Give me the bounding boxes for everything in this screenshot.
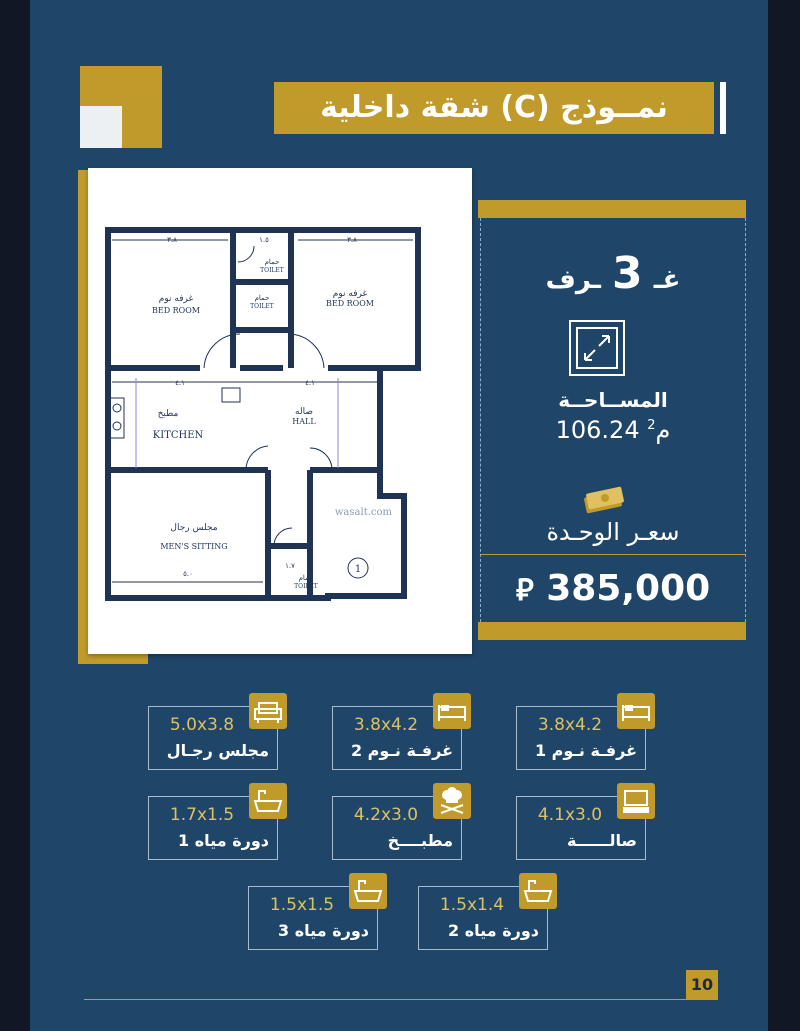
info-top-bar [478,200,746,218]
floor-plan-drawing [88,168,472,654]
watermark: wasalt.com [334,507,392,518]
unit-info-panel [480,218,746,622]
sitting-label-en: MEN'S SITTING [160,542,228,551]
room-dimension: 3.8x4.2 [537,715,603,735]
bed-icon [433,693,471,729]
sofa-icon [249,693,287,729]
decor-white-square [80,106,122,148]
room-name: غرفـة نـوم 2 [350,741,453,760]
toilet1-label-en: TOILET [260,267,284,274]
plan-marker-number: 1 [354,564,362,575]
toilet2-label-ar: حمام [254,294,270,302]
dim-label: ٥.٠ [183,570,193,578]
kitchen-label-en: KITCHEN [152,430,204,441]
area-unit-sup: 2 [647,418,656,433]
dim-label: ٤.١ [175,379,185,387]
rooms-count [481,248,745,298]
toilet2-label-en: TOILET [250,303,274,310]
dim-label: ٤.١ [305,379,315,387]
room-dimension: 5.0x3.8 [169,715,235,735]
title-banner [274,82,714,134]
tv-icon [617,783,655,819]
bed-icon [617,693,655,729]
room-card-bedroom-1 [516,706,646,770]
price-value: 385,000 [546,568,711,609]
toilet3-label-ar: حمام [298,574,314,582]
room-card-bathroom-3 [248,886,378,950]
room-dimension: 4.2x3.0 [353,805,419,825]
price-line [481,568,745,609]
footer-line [84,999,686,1000]
page-title: نمــوذج (C) شقة داخلية [320,90,668,125]
sitting-label-ar: مجلس رجال [170,523,218,533]
room-card-bedroom-2 [332,706,462,770]
plan-gold-stripe-bottom [78,654,148,664]
price-divider [481,554,745,555]
room-card-kitchen [332,796,462,860]
bathtub-icon [519,873,557,909]
room-card-mens-sitting [148,706,278,770]
bed1-label-ar: غرفه نوم [158,294,194,304]
plan-gold-stripe [78,170,88,664]
area-icon [569,320,625,376]
hall-label-en: HALL [292,417,316,426]
toilet3-label-en: TOILET [294,583,318,590]
bed2-label-en: BED ROOM [325,299,375,308]
bathtub-icon [349,873,387,909]
area-unit: م [655,416,671,444]
dim-label: ٣.٨ [347,236,357,244]
rooms-number: 3 [611,248,643,299]
hall-label-ar: صاله [295,407,313,417]
room-dimension: 1.5x1.4 [439,895,505,915]
room-dimension: 1.5x1.5 [269,895,335,915]
rooms-prefix: غـ [653,265,681,295]
money-icon [581,480,627,516]
room-name: مجلس رجـال [166,741,269,760]
area-label: المســاحــة [558,388,668,412]
area-value-line [481,416,745,444]
left-page-edge [0,0,30,1031]
dim-label: ١.٥ [259,236,269,244]
room-card-bathroom-1 [148,796,278,860]
room-name: دورة مياه 1 [178,831,269,850]
room-name: مطبــــخ [387,831,453,850]
bathtub-icon [249,783,287,819]
rooms-suffix: ـرف [545,265,601,295]
room-dimension: 4.1x3.0 [537,805,603,825]
page-number: 10 [686,970,718,1000]
room-dimension: 1.7x1.5 [169,805,235,825]
room-name: غرفـة نـوم 1 [534,741,637,760]
brochure-page [30,0,768,1031]
room-name: دورة مياه 2 [448,921,539,940]
dim-label: ٣.٨ [167,236,177,244]
dim-label: ١.٧ [285,562,295,570]
room-card-hall [516,796,646,860]
riyal-icon: ⃁ [515,573,534,608]
right-page-edge [768,0,800,1031]
kitchen-label-ar: مطبخ [157,409,179,419]
bed1-label-en: BED ROOM [151,306,201,315]
info-bottom-bar [478,622,746,640]
toilet1-label-ar: حمام [264,258,280,266]
price-label: سعـر الوحـدة [546,518,680,546]
floor-plan [88,168,472,654]
area-value: 106.24 [555,416,640,444]
room-dimension: 3.8x4.2 [353,715,419,735]
chef-icon [433,783,471,819]
room-card-bathroom-2 [418,886,548,950]
room-name: دورة مياه 3 [278,921,369,940]
title-accent-bar [720,82,726,134]
room-name: صالــــــة [567,831,637,850]
bed2-label-ar: غرفه نوم [332,289,368,299]
